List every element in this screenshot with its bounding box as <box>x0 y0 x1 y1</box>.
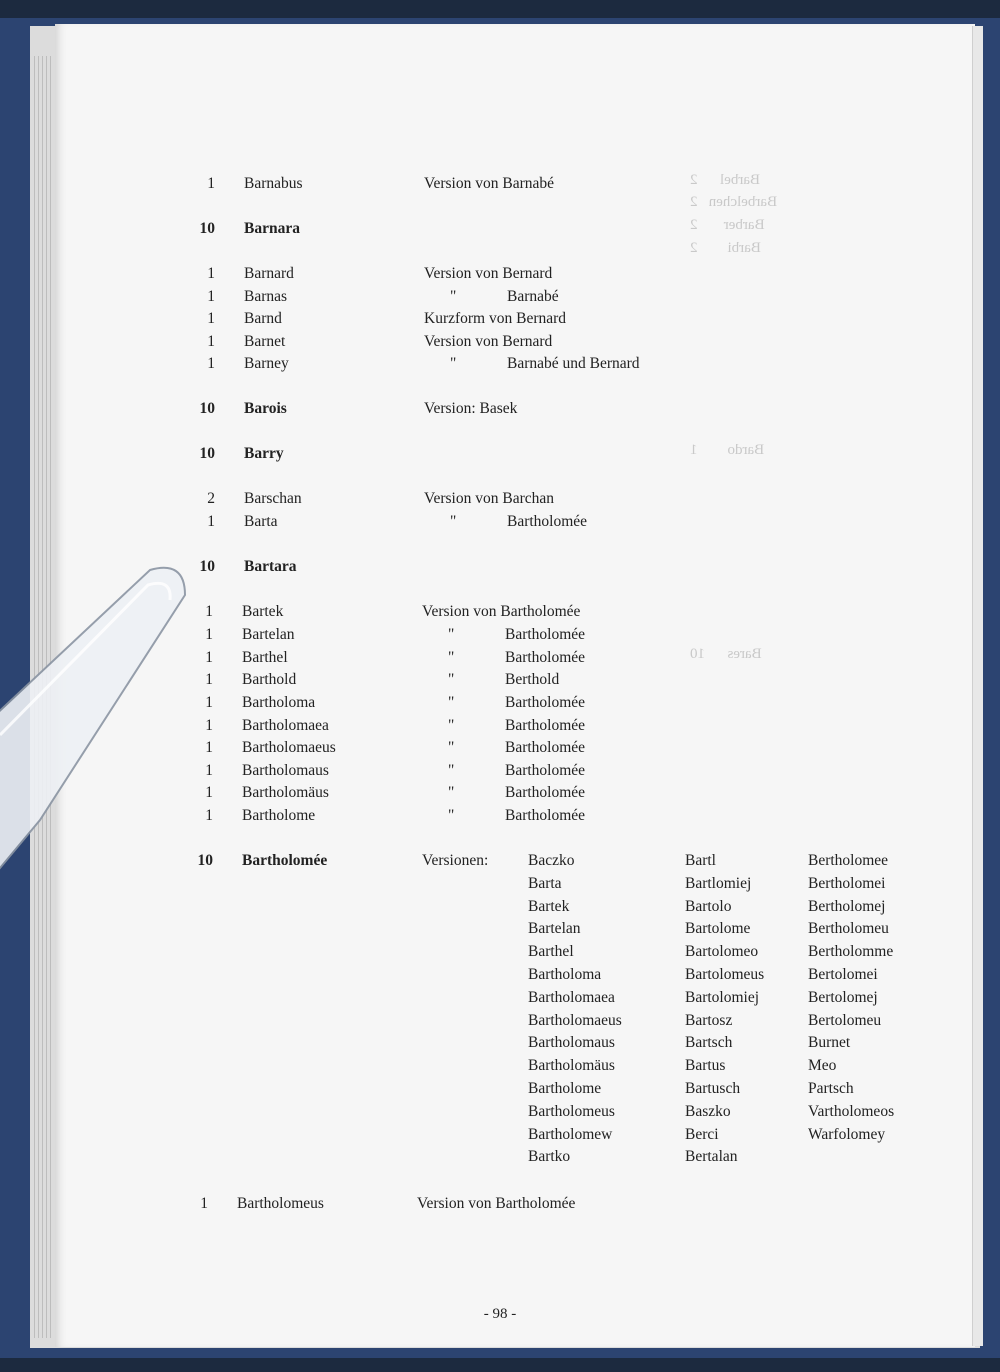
version-name: Bartholomaus <box>528 1034 615 1052</box>
entry-description: " <box>448 626 455 643</box>
entry-count: 10 <box>197 852 213 869</box>
entry-count: 1 <box>200 1195 208 1212</box>
entry-row <box>0 623 1000 647</box>
version-name: Bertolomej <box>808 988 878 1006</box>
entry-count: 1 <box>207 355 215 372</box>
entry-reference: Barnabé und Bernard <box>507 355 640 372</box>
entry-row <box>0 714 1000 738</box>
entry-description: " <box>450 288 457 305</box>
entry-row <box>0 1192 1000 1216</box>
version-name: Bartolo <box>685 897 732 915</box>
entry-count: 10 <box>199 558 215 575</box>
entry-count: 1 <box>205 807 213 824</box>
version-name: Barta <box>528 874 562 892</box>
show-through: Barbelchen 2 <box>690 194 778 210</box>
entry-reference: Barnabé <box>507 288 559 305</box>
version-name: Bartus <box>685 1057 726 1075</box>
entry-description: " <box>448 649 455 666</box>
entry-description: Version von Barnabé <box>424 175 554 192</box>
entry-count: 1 <box>207 310 215 327</box>
entry-name: Bartholomaeus <box>242 739 336 756</box>
version-name: Vartholomeos <box>808 1102 895 1120</box>
entry-description: " <box>448 717 455 734</box>
entry-description: " <box>448 671 455 688</box>
entry-description: Version von Barchan <box>424 490 554 507</box>
show-through: Barbel 2 <box>690 172 760 188</box>
entry-count: 1 <box>205 671 213 688</box>
entry-count: 1 <box>207 288 215 305</box>
entry-count: 1 <box>207 513 215 530</box>
version-name: Warfolomey <box>808 1125 886 1143</box>
version-name: Bartholomaea <box>528 988 615 1006</box>
entry-name: Bartholome <box>242 807 316 824</box>
entry-count: 1 <box>205 649 213 666</box>
entry-name: Bartholomée <box>242 852 328 869</box>
version-name: Bartelan <box>528 920 581 938</box>
entry-row <box>0 555 1000 579</box>
entry-description: " <box>450 513 457 530</box>
entry-count: 10 <box>199 220 215 237</box>
version-name: Burnet <box>808 1034 851 1052</box>
entry-count: 1 <box>205 784 213 801</box>
entry-count: 10 <box>199 445 215 462</box>
entry-reference: Berthold <box>505 671 560 688</box>
entry-row <box>0 600 1000 624</box>
entry-name: Bartara <box>244 558 297 575</box>
version-name: Bertholomeu <box>808 920 889 938</box>
entry-reference: Bartholomée <box>505 694 586 711</box>
entry-name: Barthel <box>242 649 288 666</box>
entry-name: Barnd <box>244 310 282 327</box>
version-name: Bartsch <box>685 1034 733 1052</box>
entry-reference: Bartholomée <box>505 649 586 666</box>
entry-row <box>0 668 1000 692</box>
show-through: Barbi 2 <box>690 240 761 256</box>
entry-row <box>0 442 1000 466</box>
entry-name: Bartholomäus <box>242 784 329 801</box>
entry-count: 1 <box>205 762 213 779</box>
version-name: Bartolome <box>685 920 751 938</box>
entry-description: Kurzform von Bernard <box>424 310 567 327</box>
version-name: Bartko <box>528 1148 571 1166</box>
version-name: Bartl <box>685 852 716 869</box>
entry-row <box>0 781 1000 805</box>
entry-row <box>0 285 1000 309</box>
show-through: Bares 10 <box>690 646 762 662</box>
versions-column-3 <box>808 850 894 1146</box>
entry-count: 1 <box>205 694 213 711</box>
entry-description: " <box>448 762 455 779</box>
version-name: Bertholomei <box>808 874 886 892</box>
entry-description: " <box>448 784 455 801</box>
entry-row <box>0 736 1000 760</box>
entry-row <box>0 172 1000 196</box>
versions-column-1 <box>528 850 622 1169</box>
entry-name: Barthold <box>242 671 297 688</box>
entry-name: Barnard <box>244 265 294 282</box>
entry-row <box>0 352 1000 376</box>
entry-count: 1 <box>207 265 215 282</box>
page-number: - 98 - <box>483 1306 517 1322</box>
version-name: Partsch <box>808 1079 854 1097</box>
entry-name: Bartelan <box>242 626 295 643</box>
version-name: Bartusch <box>685 1079 741 1097</box>
entry-count: 1 <box>205 717 213 734</box>
entry-row <box>0 646 1000 670</box>
version-name: Bartosz <box>685 1011 733 1029</box>
entry-row <box>0 262 1000 286</box>
entry-count: 10 <box>199 400 215 417</box>
entry-name: Barry <box>244 445 284 462</box>
entry-row <box>0 397 1000 421</box>
version-name: Bartholomäus <box>528 1057 615 1075</box>
show-through: Bardo 1 <box>690 442 765 458</box>
entry-name: Barnet <box>244 333 286 350</box>
entry-description: Version von Bernard <box>424 333 553 350</box>
entry-name: Barta <box>244 513 278 530</box>
entry-reference: Bartholomée <box>507 513 588 530</box>
version-name: Baszko <box>685 1102 731 1120</box>
version-name: Bertholomej <box>808 897 886 915</box>
entry-description: Version von Bartholomée <box>422 603 581 620</box>
entry-description: " <box>448 694 455 711</box>
entry-description: Versionen: <box>422 852 489 869</box>
version-name: Barthel <box>528 943 574 961</box>
entry-row <box>0 330 1000 354</box>
entry-count: 1 <box>207 333 215 350</box>
entry-row <box>0 307 1000 331</box>
entry-name: Barnara <box>244 220 300 237</box>
entry-row <box>0 217 1000 241</box>
entry-description: " <box>448 739 455 756</box>
entry-count: 1 <box>205 739 213 756</box>
entry-name: Barois <box>244 400 287 417</box>
entry-row <box>0 510 1000 534</box>
version-name: Baczko <box>528 852 575 869</box>
entry-name: Bartholomaea <box>242 717 329 734</box>
entry-count: 1 <box>205 603 213 620</box>
entry-reference: Bartholomée <box>505 784 586 801</box>
version-name: Bertholomme <box>808 943 894 961</box>
version-name: Bertolomeu <box>808 1011 882 1029</box>
entry-reference: Bartholomée <box>505 626 586 643</box>
entry-row <box>0 759 1000 783</box>
entry-description: Version: Basek <box>424 400 518 417</box>
entry-name: Barschan <box>244 490 302 507</box>
version-name: Bartholomew <box>528 1125 613 1143</box>
entry-reference: Bartholomée <box>505 717 586 734</box>
version-name: Bartlomiej <box>685 874 752 892</box>
entry-name: Bartek <box>242 603 284 620</box>
entry-count: 1 <box>205 626 213 643</box>
version-name: Bartolomeo <box>685 943 759 961</box>
entry-reference: Bartholomée <box>505 739 586 756</box>
version-name: Bartolomiej <box>685 988 760 1006</box>
version-name: Bartholoma <box>528 965 602 983</box>
show-through: Barber 2 <box>690 217 765 233</box>
version-name: Bertalan <box>685 1148 738 1166</box>
entry-row <box>0 691 1000 715</box>
version-name: Bartholomaeus <box>528 1011 622 1029</box>
entry-row <box>0 487 1000 511</box>
entry-count: 1 <box>207 175 215 192</box>
entry-name: Barney <box>244 355 289 372</box>
versions-column-2 <box>685 850 764 1169</box>
entry-name: Bartholomaus <box>242 762 329 779</box>
entry-description: Version von Bartholomée <box>417 1195 576 1212</box>
version-name: Bartek <box>528 897 570 915</box>
entry-reference: Bartholomée <box>505 762 586 779</box>
entry-name: Barnabus <box>244 175 303 192</box>
entry-description: Version von Bernard <box>424 265 553 282</box>
version-name: Meo <box>808 1057 837 1075</box>
version-name: Bertholomee <box>808 852 889 869</box>
version-name: Berci <box>685 1125 719 1143</box>
entry-description: " <box>448 807 455 824</box>
entry-name: Bartholoma <box>242 694 316 711</box>
version-name: Bartholomeus <box>528 1102 615 1120</box>
entry-name: Barnas <box>244 288 288 305</box>
entry-count: 2 <box>207 490 215 507</box>
entry-row <box>0 804 1000 828</box>
entry-description: " <box>450 355 457 372</box>
entry-reference: Bartholomée <box>505 807 586 824</box>
version-name: Bertolomei <box>808 965 878 983</box>
version-name: Bartolomeus <box>685 965 765 983</box>
version-name: Bartholome <box>528 1079 602 1097</box>
entry-name: Bartholomeus <box>237 1195 324 1212</box>
